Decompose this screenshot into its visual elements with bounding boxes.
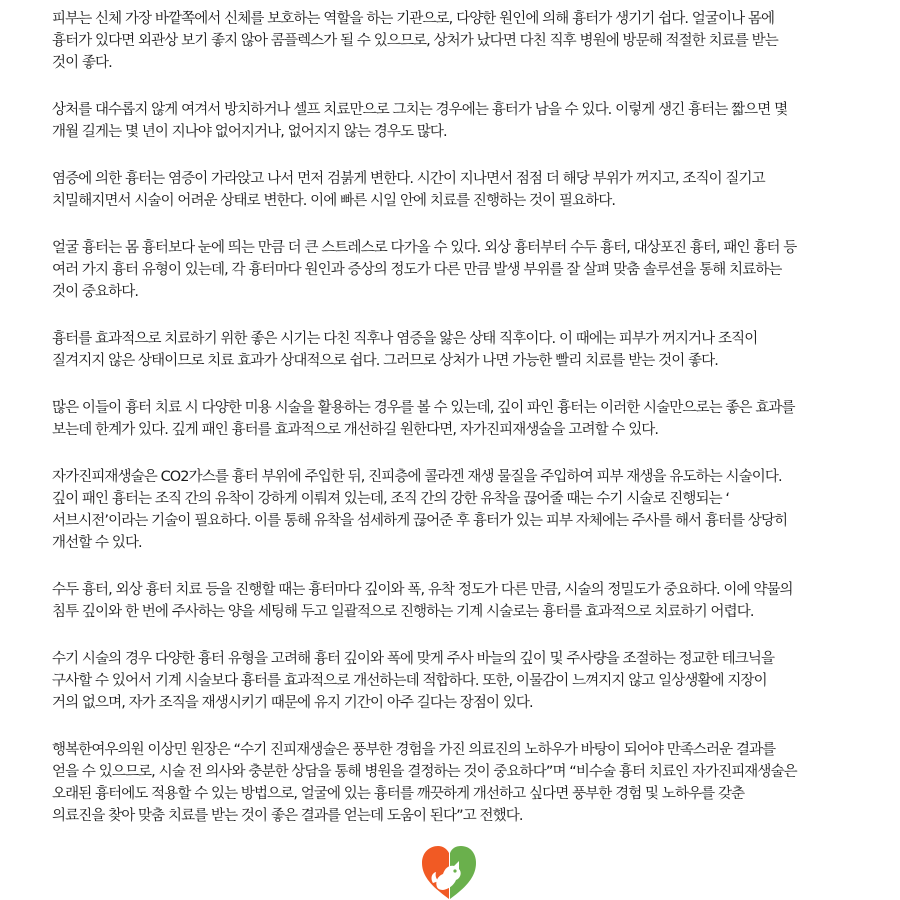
paragraph-7: 자가진피재생술은 CO2가스를 흉터 부위에 주입한 뒤, 진피층에 콜라겐 재생 물질을 주입하여 피부 재생을 유도하는 시술이다. 깊이 패인 흉터는 조직 간의 유착이 강하게 이뤄져 있는데, 조직 간의 강한 유착을 끊어줄 때는 수기 시술로 진행되는 ‘ 서브시전’이라는 기술이 필요하다. 이를 통해 유착을 섬세하게 끊어준 후 흉터가 있는 피부 자체에는 주사를 해서 흉터를 상당히 개선할 수 있다. — [52, 469, 788, 551]
paragraph-1: 피부는 신체 가장 바깥쪽에서 신체를 보호하는 역할을 하는 기관으로, 다양한 원인에 의해 흉터가 생기기 쉽다. 얼굴이나 몸에 흉터가 있다면 외관상 보기 좋지 않아 콤플렉스가 될 수 있으므로, 상처가 났다면 다친 직후 병원에 방문해 적절한 치료를 받는 것이 좋다. — [52, 11, 778, 71]
paragraph-8: 수두 흉터, 외상 흉터 치료 등을 진행할 때는 흉터마다 깊이와 폭, 유착 정도가 다른 만큼, 시술의 정밀도가 중요하다. 이에 약물의 침투 깊이와 한 번에 주사하는 양을 세팅해 두고 일괄적으로 진행하는 기계 시술로는 흉터를 효과적으로 치료하기 어렵다. — [52, 582, 793, 620]
paragraph-9: 수기 시술의 경우 다양한 흉터 유형을 고려해 흉터 깊이와 폭에 맞게 주사 바늘의 깊이 및 주사량을 조절하는 정교한 테크닉을 구사할 수 있어서 기계 시술보다 흉터를 효과적으로 개선하는데 적합하다. 또한, 이물감이 느껴지지 않고 일상생활에 지장이 거의 없으며, 자가 조직을 재생시키기 때문에 유지 기간이 아주 길다는 장점이 있다. — [52, 651, 775, 711]
paragraph-10: 행복한여우의원 이상민 원장은 “수기 진피재생술은 풍부한 경험을 가진 의료진의 노하우가 바탕이 되어야 만족스러운 결과를 얻을 수 있으므로, 시술 전 의사와 충분한 상담을 통해 병원을 결정하는 것이 중요하다”며 “비수술 흉터 치료인 자가진피재생술은 오래된 흉터에도 적용할 수 있는 방법으로, 얼굴에 있는 흉터를 깨끗하게 개선하고 싶다면 풍부한 경험 및 노하우를 갖춘 의료진을 찾아 맞춤 치료를 받는 것이 좋은 결과를 얻는데 도움이 된다”고 전했다. — [52, 742, 797, 824]
paragraph-5: 흉터를 효과적으로 치료하기 위한 좋은 시기는 다친 직후나 염증을 앓은 상태 직후이다. 이 때에는 피부가 꺼지거나 조직이 질겨지지 않은 상태이므로 치료 효과가 상대적으로 쉽다. 그러므로 상처가 나면 가능한 빨리 치료를 받는 것이 좋다. — [52, 331, 758, 369]
paragraph-3: 염증에 의한 흉터는 염증이 가라앉고 나서 먼저 검붉게 변한다. 시간이 지나면서 점점 더 해당 부위가 꺼지고, 조직이 질기고 치밀해지면서 시술이 어려운 상태로 변한다. 이에 빠른 시일 안에 치료를 진행하는 것이 필요하다. — [52, 171, 765, 209]
paragraph-6: 많은 이들이 흉터 치료 시 다양한 미용 시술을 활용하는 경우를 볼 수 있는데, 깊이 파인 흉터는 이러한 시술만으로는 좋은 효과를 보는데 한계가 있다. 깊게 패인 흉터를 효과적으로 개선하길 원한다면, 자가진피재생술을 고려할 수 있다. — [52, 400, 795, 438]
logo-fox-eye — [453, 869, 456, 872]
paragraph-2: 상처를 대수롭지 않게 여겨서 방치하거나 셀프 치료만으로 그치는 경우에는 흉터가 남을 수 있다. 이렇게 생긴 흉터는 짧으면 몇 개월 길게는 몇 년이 지나야 없어지거나, 없어지지 않는 경우도 많다. — [52, 102, 788, 140]
paragraph-4: 얼굴 흉터는 몸 흉터보다 눈에 띄는 만큼 더 큰 스트레스로 다가올 수 있다. 외상 흉터부터 수두 흉터, 대상포진 흉터, 패인 흉터 등 여러 가지 흉터 유형이 있는데, 각 흉터마다 원인과 증상의 정도가 다른 만큼 발생 부위를 잘 살펴 맞춤 솔루션을 통해 치료하는 것이 중요하다. — [52, 240, 797, 300]
clinic-logo-icon — [419, 843, 479, 900]
